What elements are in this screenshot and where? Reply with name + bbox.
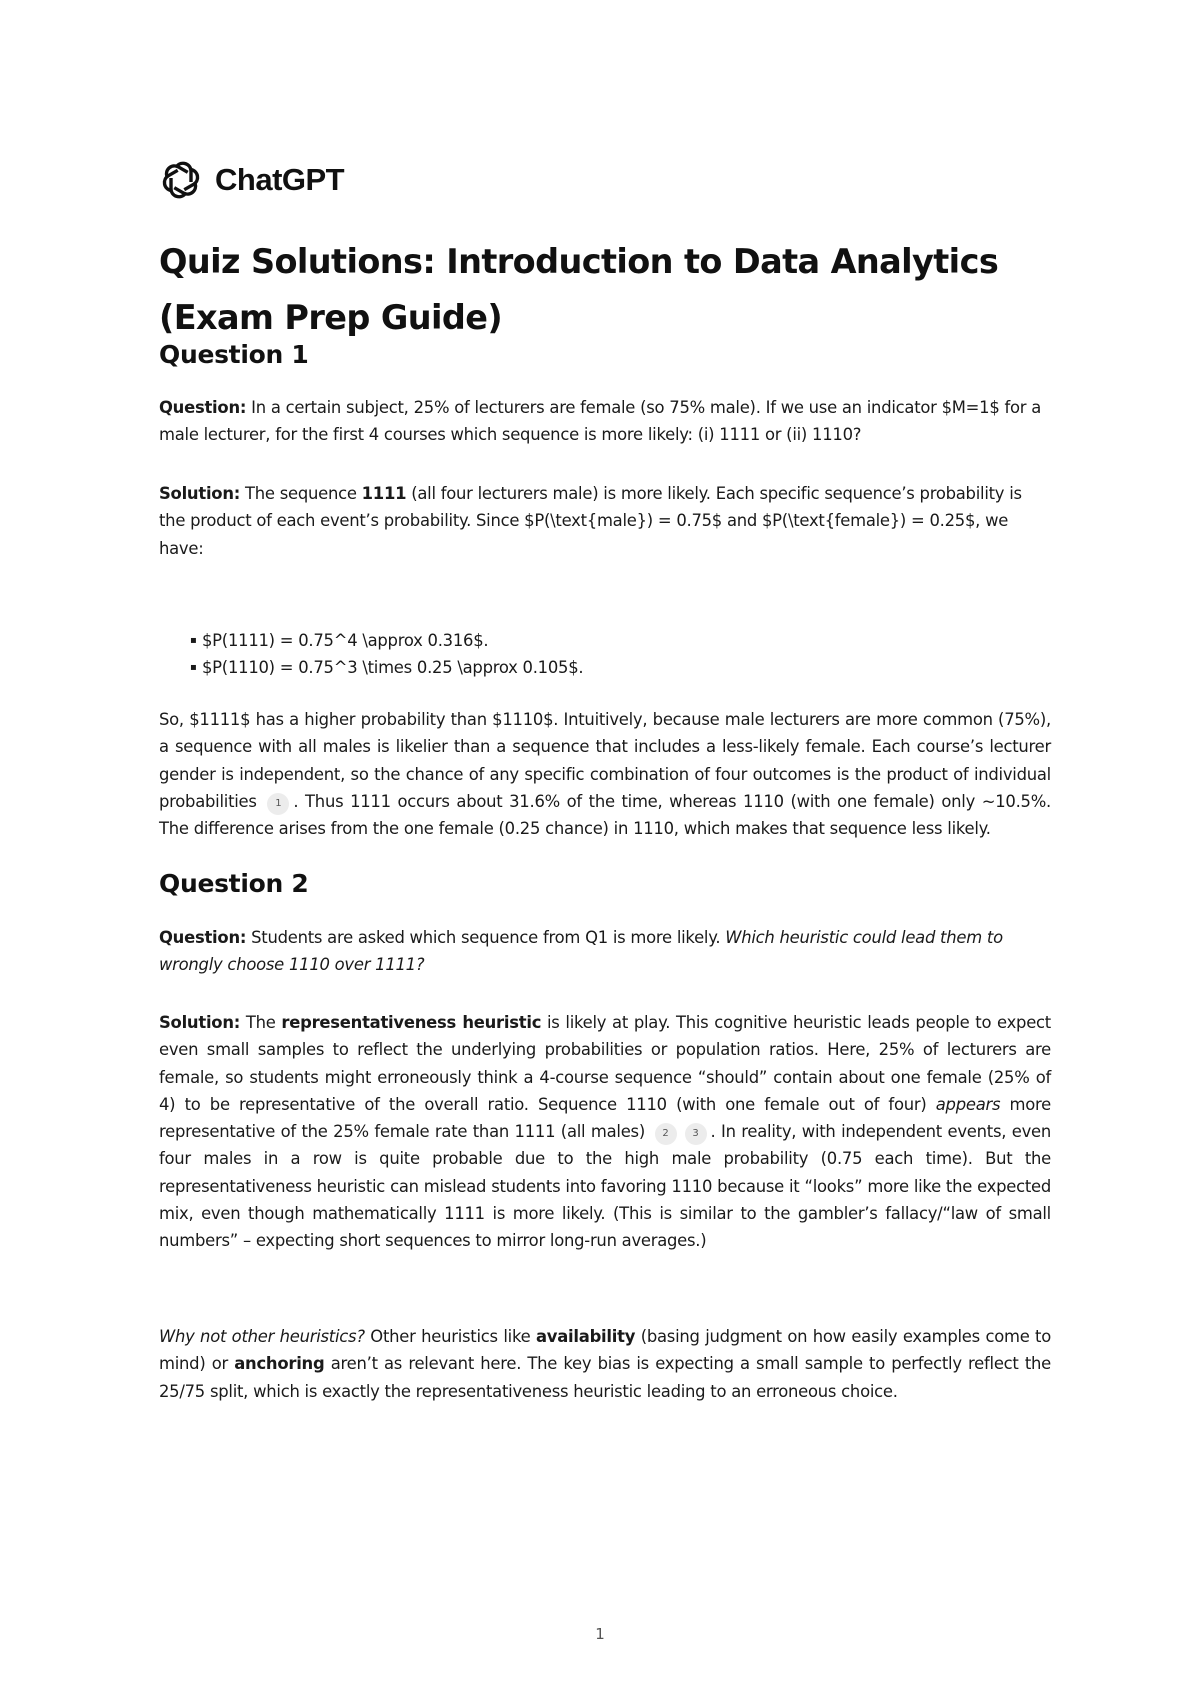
citation-badge[interactable]: 1 xyxy=(267,793,289,815)
logo xyxy=(159,150,1051,210)
solution-label: Solution: xyxy=(159,484,241,503)
question-label: Question: xyxy=(159,398,247,417)
question-1-solution: Solution: The sequence 1111 (all four lecturers male) is more likely. Each specific sequence’s probability is the product of each event’s probability. Since $P(\text{male}) = 0.75$ and $P(\text{female}) = 0.25$, we have: xyxy=(159,484,1022,558)
question-2-solution: Solution: The representativeness heuristic is likely at play. This cognitive heuristic leads people to expect even small samples to reflect the underlying probabilities or population ratios. Here, 25% of lecturers are female, so students might erroneously think a 4-course sequence “should” contain about one female (25% of 4) to be representative of the overall ratio. Sequence 1110 (with one female out of four) appears more representative of the 25% female rate than 1111 (all males) 2 3 . In reality, with independent events, even four males in a row is quite probable due to the high male probability (0.75 each time). But the representativeness heuristic can mislead students into favoring 1110 because it “looks” more like the expected mix, even though mathematically 1111 is more likely. (This is similar to the gambler’s fallacy/“law of small numbers” – expecting short sequences to mirror long-run averages.) xyxy=(159,1013,1051,1251)
list-item: ▪ $P(1111) = 0.75^4 \approx 0.316$. xyxy=(159,627,1051,654)
document-title: Quiz Solutions: Introduction to Data Analytics (Exam Prep Guide) xyxy=(159,242,999,337)
question-1-text: Question: In a certain subject, 25% of lecturers are female (so 75% male). If we use an indicator $M=1$ for a male lecturer, for the first 4 courses which sequence is more likely: (i) 1111 or (ii) 1110? xyxy=(159,398,1042,445)
citation-badge[interactable]: 3 xyxy=(685,1123,707,1145)
logo-text: ChatGPT xyxy=(215,162,345,197)
question-1-heading: Question 1 xyxy=(159,340,309,369)
document-page xyxy=(159,150,1052,1401)
question-label: Question: xyxy=(159,928,247,947)
citation-badge[interactable]: 2 xyxy=(655,1123,677,1145)
question-2-heading: Question 2 xyxy=(159,869,309,898)
page-number: 1 xyxy=(595,1625,605,1643)
question-2-text: Question: Students are asked which sequence from Q1 is more likely. Which heuristic could lead them to wrongly choose 1110 over 1111? xyxy=(159,928,1003,975)
question-1-explanation: So, $1111$ has a higher probability than $1110$. Intuitively, because male lecturers are more common (75%), a sequence with all males is likelier than a sequence that includes a less-likely female. Each course’s lecturer gender is independent, so the chance of any specific combination of four outcomes is the product of individual probabilities 1 . Thus 1111 occurs about 31.6% of the time, whereas 1110 (with one female) only ~10.5%. The difference arises from the one female (0.25 chance) in 1110, which makes that sequence less likely. xyxy=(159,710,1051,839)
probability-list xyxy=(159,627,1051,682)
other-heuristics-paragraph: Why not other heuristics? Other heuristics like availability (basing judgment on how easily examples come to mind) or anchoring aren’t as relevant here. The key bias is expecting a small sample to perfectly reflect the 25/75 split, which is exactly the representativeness heuristic leading to an erroneous choice. xyxy=(159,1327,1052,1401)
solution-label: Solution: xyxy=(159,1013,241,1032)
list-item: ▪ $P(1110) = 0.75^3 \times 0.25 \approx 0.105$. xyxy=(159,654,1051,681)
openai-knot-icon xyxy=(159,158,203,202)
